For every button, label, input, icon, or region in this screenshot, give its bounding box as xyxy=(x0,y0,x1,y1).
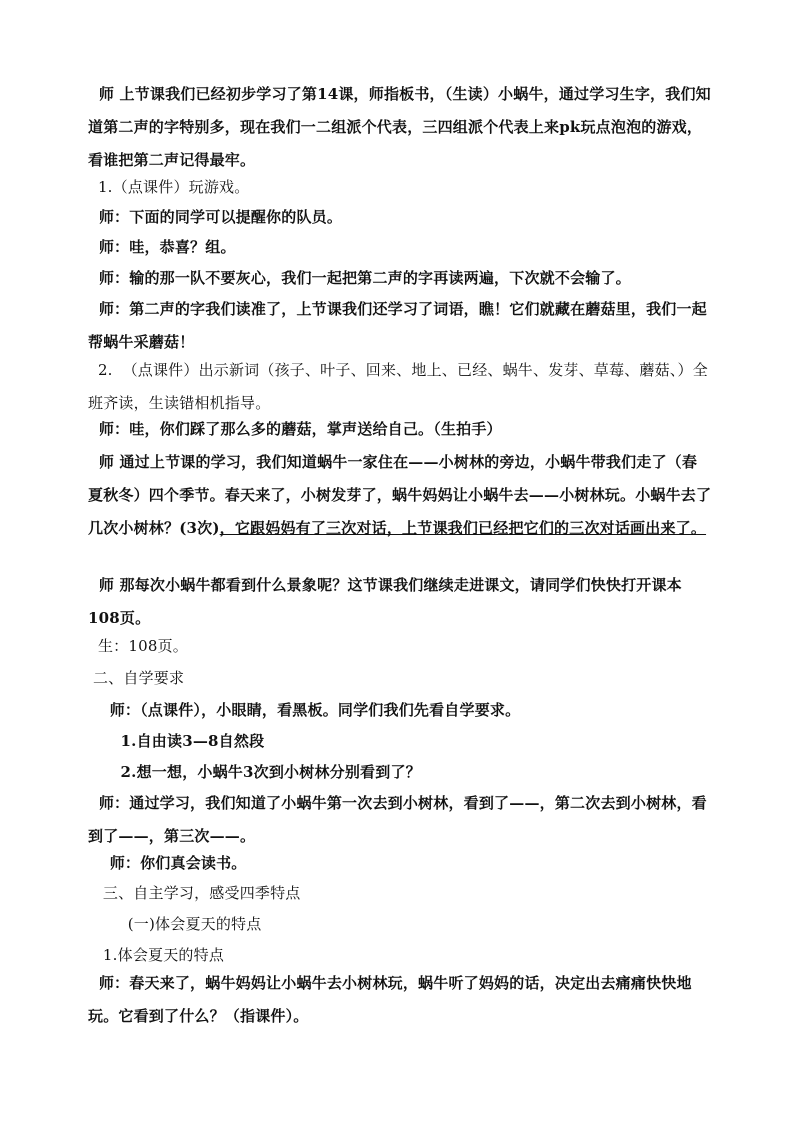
paragraph-look-at-board: 师：（点课件），小眼睛，看黑板。同学们我们先看自学要求。 xyxy=(88,701,521,719)
four-seasons-text: 师 通过上节课的学习，我们知道蜗牛一家住在——小树林的旁边，小蜗牛带我们走了（春夏秋冬）四个季节。春天来了，小树发芽了，蜗牛妈妈让小蜗牛去——小树林玩。小蜗牛去了几次小树林？(3次) xyxy=(88,453,712,537)
paragraph-congrats: 师：哇，恭喜？组。 xyxy=(88,238,236,256)
section-heading-self-study: 二、自学要求 xyxy=(88,669,185,687)
paragraph-four-seasons xyxy=(88,446,712,545)
paragraph-student-reply: 生：108页。 xyxy=(88,637,188,655)
paragraph-review-lesson-14: 师 上节课我们已经初步学习了第14课，师指板书，（生读）小蜗牛，通过学习生字，我们知道第二声的字特别多，现在我们一二组派个代表，三四组派个代表上来pk玩点泡泡的游戏，看谁把第二声记得最牢。 xyxy=(88,85,711,169)
subsection-heading-summer: (一)体会夏天的特点 xyxy=(88,915,262,933)
paragraph-applause: 师：哇，你们踩了那么多的蘑菇，掌声送给自己。（生拍手） xyxy=(88,420,502,438)
list-item-read-freely: 1.自由读3—8自然段 xyxy=(88,732,265,750)
section-heading-autonomous: 三、自主学习，感受四季特点 xyxy=(88,884,301,902)
paragraph-what-seen: 师：通过学习，我们知道了小蜗牛第一次去到小树林，看到了——，第二次去到小树林，看到了——，第三次——。 xyxy=(88,794,707,845)
paragraph-remind-teammates: 师：下面的同学可以提醒你的队员。 xyxy=(88,208,343,226)
paragraph-play-game: 1.（点课件）玩游戏。 xyxy=(88,178,250,196)
list-item-think: 2.想一想，小蜗牛3次到小树林分别看到了？ xyxy=(88,763,421,781)
paragraph-open-textbook: 师 那每次小蜗牛都看到什么景象呢？这节课我们继续走进课文，请同学们快快打开课本108页。 xyxy=(88,576,682,627)
underlined-dialogue-text: ，它跟妈妈有了三次对话，上节课我们已经把它们的三次对话画出来了。 xyxy=(219,519,707,537)
paragraph-good-reading: 师：你们真会读书。 xyxy=(88,854,247,872)
paragraph-dont-lose-heart: 师：输的那一队不要灰心，我们一起把第二声的字再读两遍，下次就不会输了。 xyxy=(88,269,631,287)
list-item-summer: 1.体会夏天的特点 xyxy=(88,946,225,964)
paragraph-spring-came: 师：春天来了，蜗牛妈妈让小蜗牛去小树林玩，蜗牛听了妈妈的话，决定出去痛痛快快地玩。它看到了什么？（指课件）。 xyxy=(88,974,692,1025)
paragraph-new-words: 2. （点课件）出示新词（孩子、叶子、回来、地上、已经、蜗牛、发芽、草莓、蘑菇、）全班齐读，生读错相机指导。 xyxy=(88,361,708,412)
paragraph-pick-mushrooms: 师：第二声的字我们读准了，上节课我们还学习了词语，瞧！它们就藏在蘑菇里，我们一起帮蜗牛采蘑菇！ xyxy=(88,300,707,351)
